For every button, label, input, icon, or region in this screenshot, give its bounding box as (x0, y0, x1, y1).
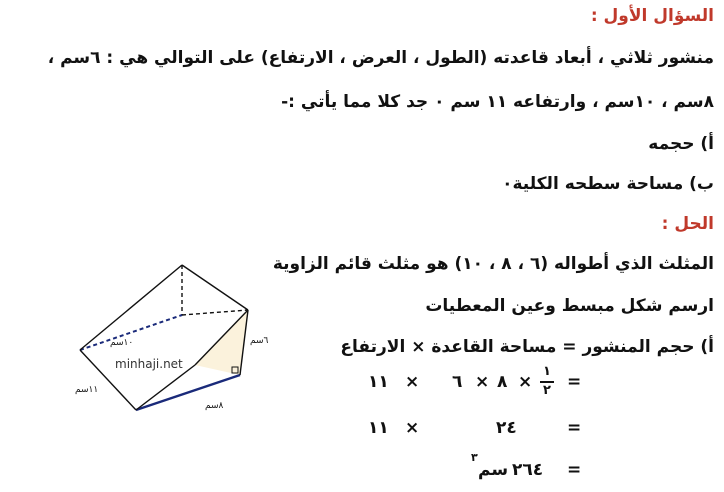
hidden-edge-back (182, 310, 248, 315)
solution-title: الحل : (661, 214, 714, 234)
shaded-face (195, 310, 248, 375)
eq-row3-exponent: ٣ (471, 451, 478, 464)
eq-row1-frac-den: ٢ (543, 383, 551, 398)
eq-row1-eight: ٨ (497, 372, 508, 392)
solution-line-1: المثلث الذي أطواله (٦ ، ٨ ، ١٠) هو مثلث قائم الزاوية (272, 254, 714, 274)
label-11cm: ١١سم (75, 385, 99, 395)
solution-line-3: أ) حجم المنشور = مساحة القاعدة × الارتفاع (340, 337, 714, 357)
edge-bottom (136, 375, 240, 410)
question-line-2: ٨سم ، ١٠سم ، وارتفاعه ١١ سم ٠ جد كلا مما يأتي :- (281, 92, 714, 112)
eq-row1-six: ٦ (452, 372, 463, 392)
eq-row3-equals: = (567, 460, 582, 480)
eq-row1-frac-num: ١ (543, 364, 551, 379)
eq-row3-unit: سم (478, 460, 509, 480)
eq-row2-area: ٢٤ (496, 418, 517, 438)
edge-hyp-front (136, 365, 195, 410)
question-title: السؤال الأول : (590, 6, 714, 26)
prism-diagram (70, 255, 280, 420)
eq-row1-height: ١١ (368, 372, 389, 392)
question-part-a: أ) حجمه (648, 134, 714, 154)
question-part-b: ب) مساحة سطحه الكلية٠ (502, 174, 714, 194)
eq-row1-times-1: × (518, 372, 533, 392)
question-line-1: منشور ثلاثي ، أبعاد قاعدته (الطول ، العرض ، الارتفاع) على التوالي هي : ٦سم ، (47, 48, 714, 68)
eq-row2-times: × (405, 418, 420, 438)
label-8cm: ٨سم (205, 401, 224, 411)
eq-row2-equals: = (567, 418, 582, 438)
eq-row1-equals: = (567, 372, 582, 392)
eq-row3-result: ٢٦٤ (512, 460, 544, 480)
eq-row1-times-3: × (405, 372, 420, 392)
label-6cm: ٦سم (250, 336, 269, 346)
eq-row2-height: ١١ (368, 418, 389, 438)
eq-row1-times-2: × (475, 372, 490, 392)
solution-line-2: ارسم شكل مبسط وعين المعطيات (425, 296, 714, 316)
watermark: minhaji.net (115, 357, 183, 371)
edge-top-right (182, 265, 248, 310)
label-10cm: ١٠سم (110, 338, 134, 348)
